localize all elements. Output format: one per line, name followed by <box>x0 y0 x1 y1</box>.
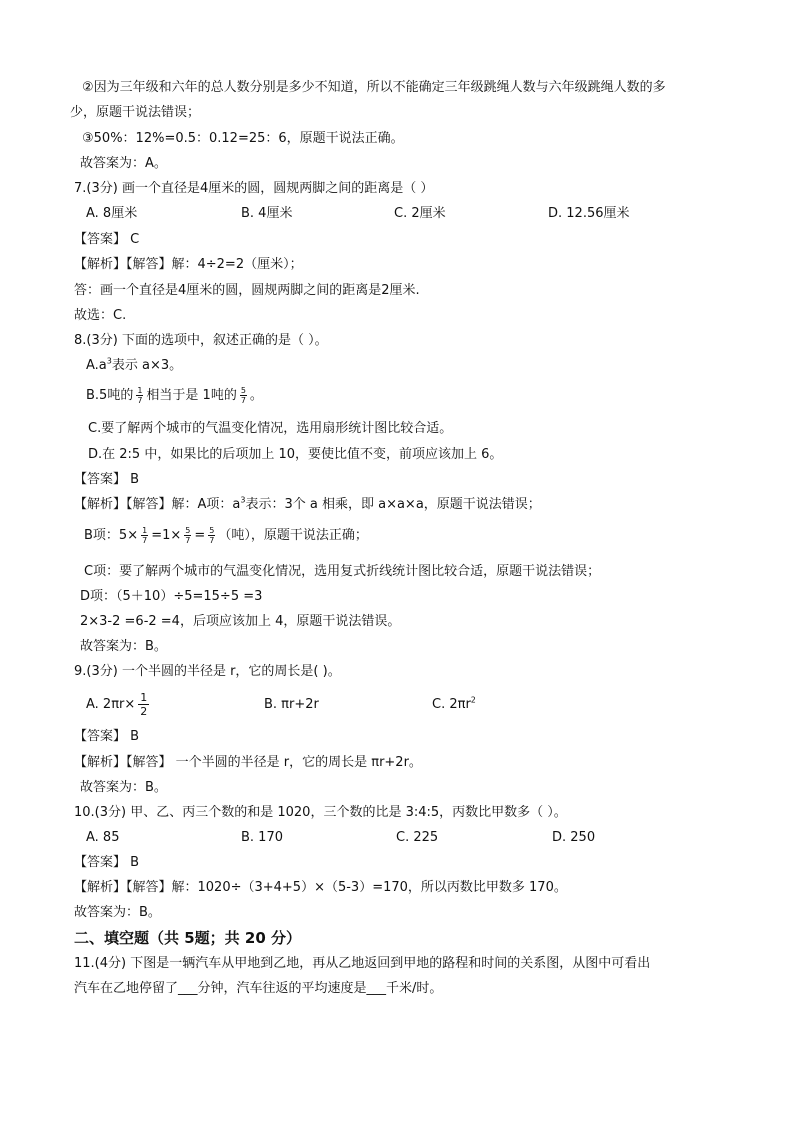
fraction-num: 1 <box>140 691 148 704</box>
q9-a-pre: A. 2πr× <box>86 697 136 712</box>
q8-option-a <box>86 357 182 375</box>
q8-exp-sup: 3 <box>240 495 246 505</box>
q8-expb-eq: = <box>194 528 206 543</box>
q9-answer: 【答案】 B <box>74 729 140 744</box>
q9-final: 故答案为：B。 <box>80 780 167 795</box>
q10-explanation: 【解析】【解答】解：1020÷（3+4+5）×（5-3）=170，所以丙数比甲数多 170。 <box>74 880 567 895</box>
q7-option-d: D. 12.56厘米 <box>548 206 630 221</box>
fraction-num: 5 <box>209 526 215 535</box>
question-8: 8.(3分) 下面的选项中，叙述正确的是（ ）。 <box>74 333 328 348</box>
section-heading: 二、填空题（共 5题；共 20 分） <box>74 929 301 947</box>
q9-option-a <box>86 688 152 722</box>
q8-expb-mid: =1× <box>151 528 182 543</box>
q8-expb-post: （吨），原题干说法正确； <box>218 528 368 543</box>
q9-c-sup: 2 <box>470 695 476 705</box>
q7-option-b: B. 4厘米 <box>241 206 293 221</box>
q7-explanation: 【解析】【解答】解：4÷2=2（厘米）； <box>74 257 303 272</box>
fraction <box>141 526 148 545</box>
q7-answer: 【答案】 C <box>74 232 140 247</box>
question-11: 11.(4分) 下图是一辆汽车从甲地到乙地，再从乙地返回到甲地的路程和时间的关系图，从图中可看出 <box>74 956 651 971</box>
text-line: ②因为三年级和六年的总人数分别是多少不知道，所以不能确定三年级跳绳人数与六年级跳绳人数的多 <box>82 80 666 95</box>
question-7: 7.(3分) 画一个直径是4厘米的圆，圆规两脚之间的距离是（ ） <box>74 181 434 196</box>
q9-option-b: B. πr+2r <box>264 697 319 712</box>
q8-final: 故答案为：B。 <box>80 639 167 654</box>
q10-option-d: D. 250 <box>552 830 596 845</box>
fraction <box>136 386 143 405</box>
question-10: 10.(3分) 甲、乙、丙三个数的和是 1020，三个数的比是 3:4:5，丙数比甲数多（ ）。 <box>74 805 567 820</box>
question-11-line-2: 汽车在乙地停留了___分钟，汽车往返的平均速度是___千米/时。 <box>74 981 443 996</box>
text-line: 故答案为：A。 <box>80 156 167 171</box>
q8-a-pre: A.a <box>86 358 107 373</box>
q7-option-c: C. 2厘米 <box>394 206 446 221</box>
q8-option-c: C.要了解两个城市的气温变化情况，选用扇形统计图比较合适。 <box>88 421 453 436</box>
q8-explanation-d2: 2×3-2 =6-2 =4，后项应该加上 4，原题干说法错误。 <box>80 614 401 629</box>
fraction <box>240 386 247 405</box>
q8-explanation-c: C项：要了解两个城市的气温变化情况，选用复式折线统计图比较合适，原题干说法错误； <box>84 564 601 579</box>
q10-final: 故答案为：B。 <box>74 905 161 920</box>
fraction-num: 5 <box>185 526 191 535</box>
text-line: ③50%：12%=0.5：0.12=25：6，原题干说法正确。 <box>82 131 404 146</box>
q8-a-sup: 3 <box>106 356 112 366</box>
q8-b-pre: B.5吨的 <box>86 388 134 403</box>
fraction <box>138 691 149 718</box>
fraction-den: 7 <box>240 396 246 405</box>
q8-answer: 【答案】 B <box>74 472 140 487</box>
q8-explanation-b <box>84 523 368 549</box>
question-9: 9.(3分) 一个半圆的半径是 r，它的周长是( )。 <box>74 664 341 679</box>
q8-explanation-a <box>74 496 541 514</box>
q10-option-b: B. 170 <box>241 830 283 845</box>
fraction-den: 7 <box>209 536 215 545</box>
fraction-den: 7 <box>137 396 143 405</box>
q10-option-a: A. 85 <box>86 830 120 845</box>
fraction <box>184 526 191 545</box>
fraction-num: 1 <box>142 526 148 535</box>
text-line: 少，原题干说法错误； <box>70 105 201 120</box>
fraction-den: 2 <box>140 705 148 718</box>
q7-option-a: A. 8厘米 <box>86 206 138 221</box>
q10-answer: 【答案】 B <box>74 855 140 870</box>
fraction-den: 7 <box>142 536 148 545</box>
q8-exp-post: 表示：3个 a 相乘，即 a×a×a，原题干说法错误； <box>245 497 541 512</box>
q7-explanation-2: 答：画一个直径是4厘米的圆，圆规两脚之间的距离是2厘米. <box>74 283 420 298</box>
q9-option-c <box>432 696 476 714</box>
q8-exp-pre: 【解析】【解答】解：A项：a <box>74 497 241 512</box>
q8-b-post: 。 <box>249 388 263 403</box>
q9-c-pre: C. 2πr <box>432 697 471 712</box>
q8-expb-pre: B项：5× <box>84 528 139 543</box>
fraction-num: 1 <box>137 386 143 395</box>
q9-explanation: 【解析】【解答】 一个半圆的半径是 r，它的周长是 πr+2r。 <box>74 755 422 770</box>
q8-b-mid: 相当于是 1吨的 <box>146 388 237 403</box>
fraction <box>208 526 215 545</box>
q8-explanation-d: D项：（5＋10）÷5=15÷5 =3 <box>80 589 263 604</box>
fraction-den: 7 <box>185 536 191 545</box>
q8-option-b <box>86 383 263 409</box>
q8-option-d: D.在 2:5 中，如果比的后项加上 10，要使比值不变，前项应该加上 6。 <box>88 447 503 462</box>
fraction-num: 5 <box>240 386 246 395</box>
q10-option-c: C. 225 <box>396 830 439 845</box>
q7-explanation-3: 故选：C. <box>74 308 127 323</box>
q8-a-post: 表示 a×3。 <box>111 358 183 373</box>
